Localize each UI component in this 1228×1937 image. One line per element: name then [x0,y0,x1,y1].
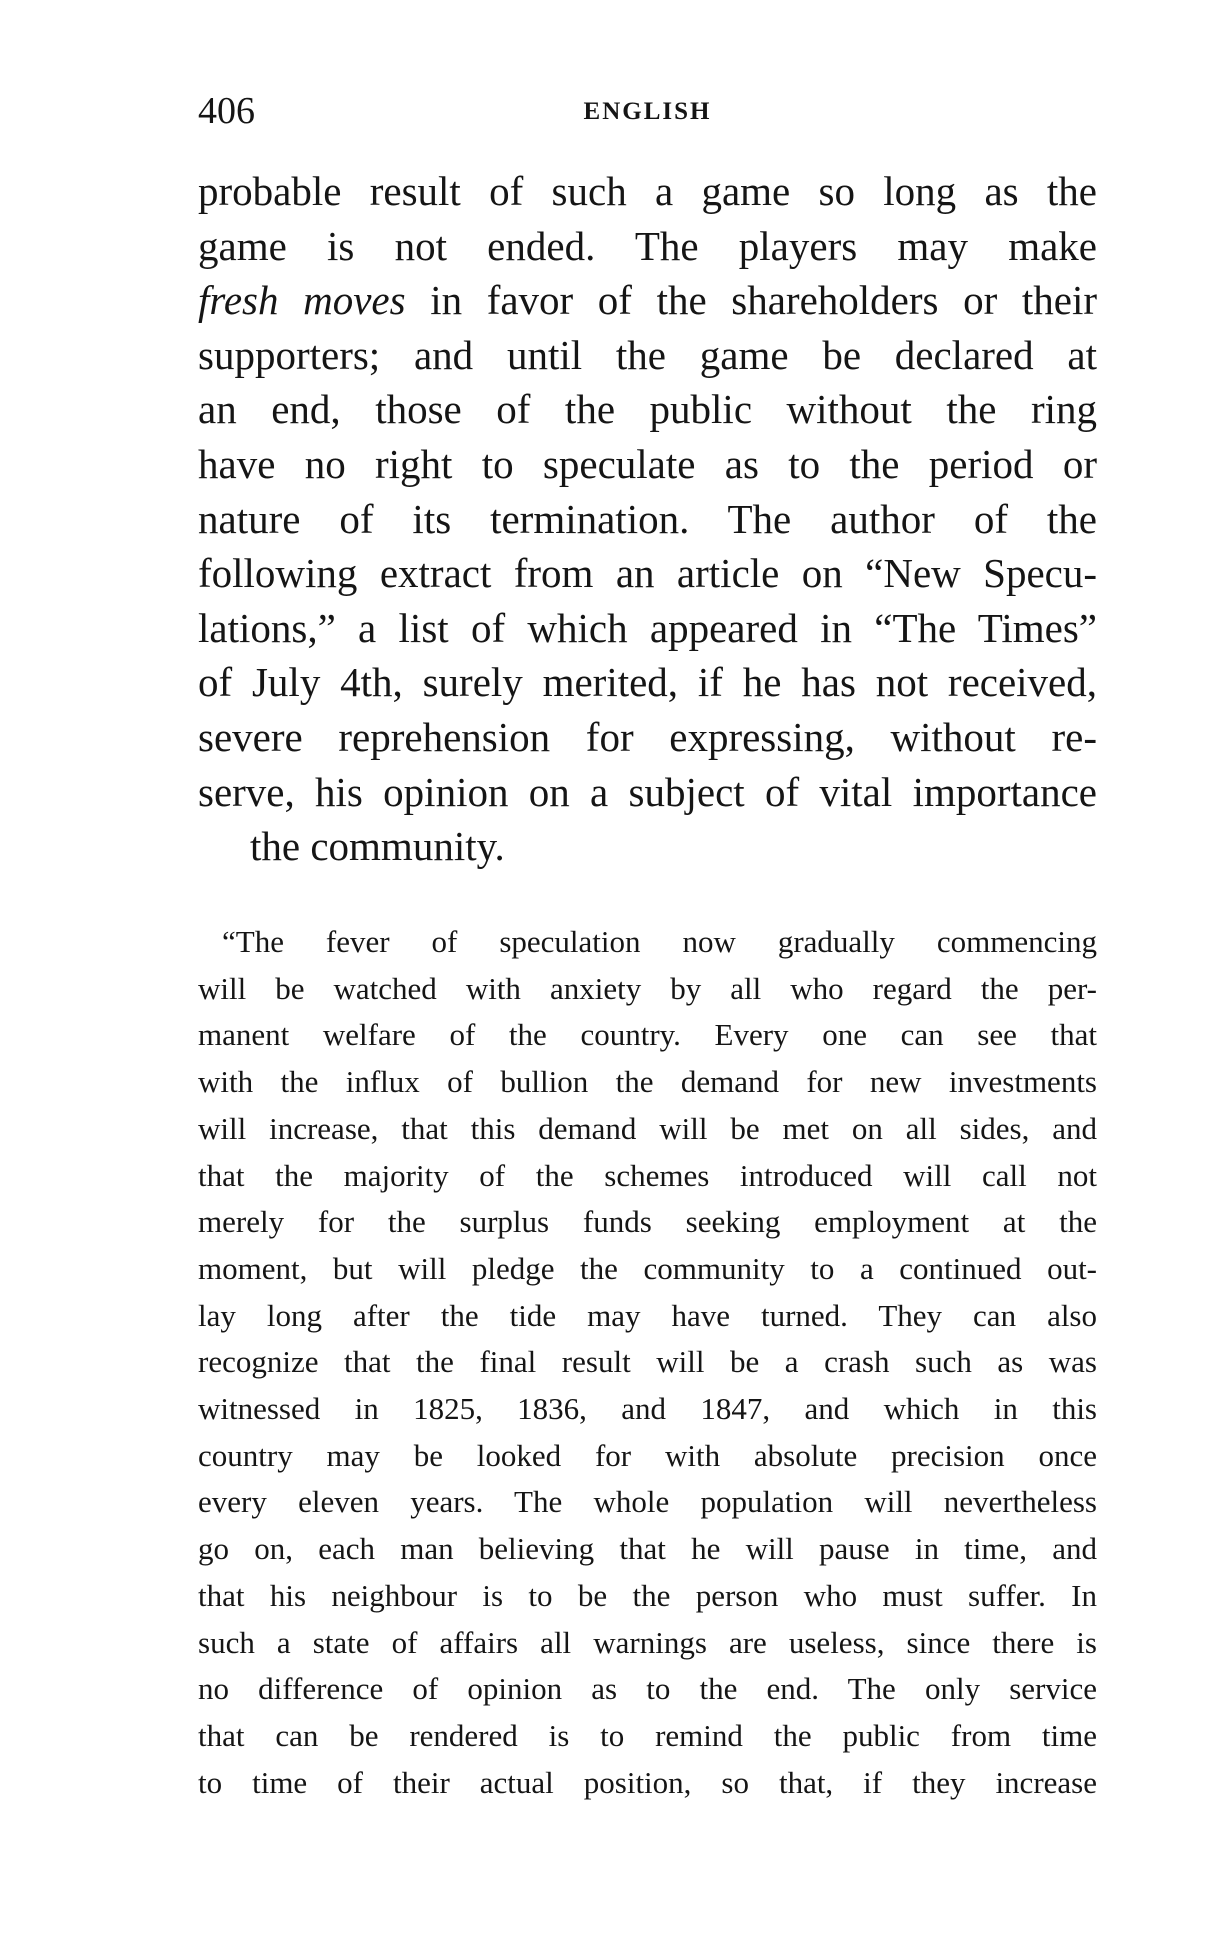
quote-line: such a state of affairs all warnings are useless, since there is [198,1624,1097,1660]
quote-line: will increase, that this demand will be met on all sides, and [198,1110,1097,1146]
quote-line: moment, but will pledge the community to a continued out- [198,1250,1097,1286]
quote-line: country may be looked for with absolute precision once [198,1437,1097,1473]
italic-phrase: fresh moves [198,277,406,324]
text-line: of July 4th, surely merited, if he has not received, [198,659,1097,706]
text-line: severe reprehension for expressing, without re- [198,713,1097,760]
page-number: 406 [198,90,255,132]
text-line [198,273,1097,328]
text-line: an end, those of the public without the ring [198,386,1097,433]
text-line: following extract from an article on “New Specu- [198,550,1097,597]
text-line: supporters; and until the game be declared at [198,331,1097,378]
quote-line: witnessed in 1825, 1836, and 1847, and which in this [198,1391,1097,1427]
page-header [198,86,1097,136]
text-line: nature of its termination. The author of the [198,495,1097,542]
quote-line: every eleven years. The whole population will nevertheless [198,1484,1097,1520]
quote-line: will be watched with anxiety by all who regard the per- [198,970,1097,1006]
quote-line: to time of their actual position, so that, if they increase [198,1764,1097,1800]
text-line: lations,” a list of which appeared in “The Times” [198,604,1097,651]
quote-line: with the influx of bullion the demand for new investments [198,1064,1097,1100]
text-line-rest: in favor of the shareholders or their [430,277,1097,324]
quote-line: merely for the surplus funds seeking employment at the [198,1204,1097,1240]
running-title: ENGLISH [583,98,712,125]
text-line: game is not ended. The players may make [198,222,1097,269]
quote-line: go on, each man believing that he will pause in time, and [198,1531,1097,1567]
quote-line: manent welfare of the country. Every one can see that [198,1017,1097,1053]
main-paragraph [198,164,1097,874]
quote-line: recognize that the final result will be a crash such as was [198,1344,1097,1380]
text-line: serve, his opinion on a subject of vital importance [198,768,1097,815]
block-quotation [198,919,1097,1806]
text-line: probable result of such a game so long as the [198,168,1097,214]
quote-line: no difference of opinion as to the end. The only service [198,1671,1097,1707]
text-line-last: the community. [250,823,505,870]
quote-line: “The fever of speculation now gradually commencing [222,924,1097,959]
quote-line: that the majority of the schemes introduced will call not [198,1157,1097,1193]
quote-line: that his neighbour is to be the person who must suffer. In [198,1577,1097,1613]
quote-line: lay long after the tide may have turned. They can also [198,1297,1097,1333]
text-line: have no right to speculate as to the period or [198,440,1097,487]
quote-line: that can be rendered is to remind the public from time [198,1717,1097,1753]
